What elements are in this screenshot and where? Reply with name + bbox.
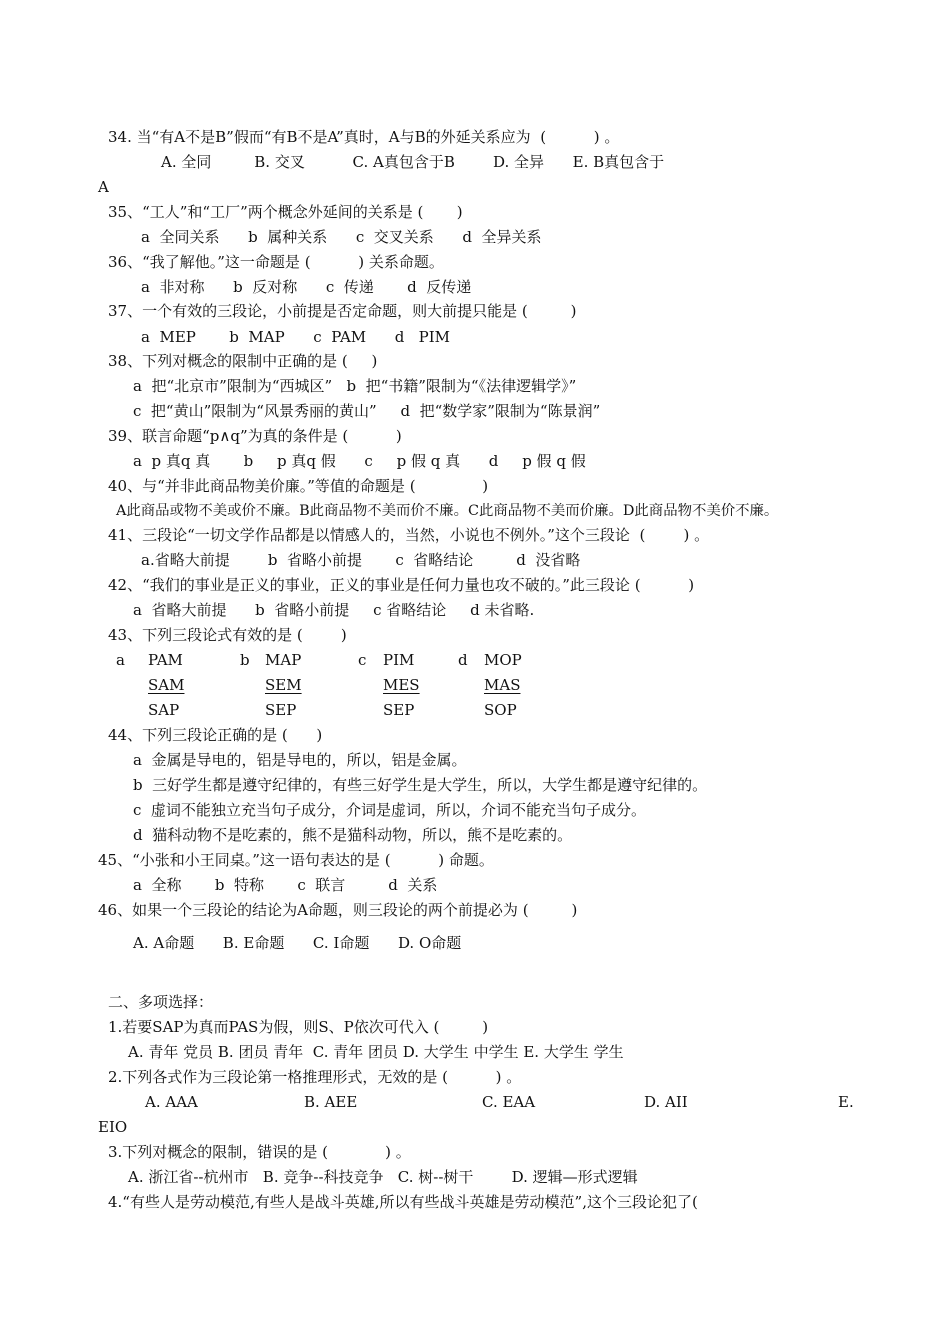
question-35-options: a 全同关系 b 属种关系 c 交叉关系 d 全异关系: [141, 228, 542, 246]
q43-major-premise: PIM: [383, 651, 415, 669]
q43-option-label: a: [116, 651, 125, 669]
q43-major-premise: MAP: [265, 651, 302, 669]
q43-minor-premise: MES: [383, 676, 420, 694]
question-44-option-d: d 猫科动物不是吃素的，熊不是猫科动物，所以，熊不是吃素的。: [133, 826, 573, 844]
q43-conclusion: SAP: [148, 701, 180, 719]
q43-option-label: b: [240, 651, 250, 669]
mc-question-4: 4.“有些人是劳动模范,有些人是战斗英雄,所以有些战斗英雄是劳动模范”,这个三段论犯了(: [108, 1193, 698, 1211]
question-37: 37、一个有效的三段论，小前提是否定命题，则大前提只能是 ( ): [108, 302, 577, 320]
question-42-options: a 省略大前提 b 省略小前提 c 省略结论 d 未省略.: [133, 601, 535, 619]
question-34: 34. 当“有A不是B”假而“有B不是A”真时，A与B的外延关系应为 ( ) 。: [108, 128, 620, 146]
question-41-options: a.省略大前提 b 省略小前提 c 省略结论 d 没省略: [141, 551, 581, 569]
q43-conclusion: SEP: [265, 701, 297, 719]
question-42: 42、“我们的事业是正义的事业，正义的事业是任何力量也攻不破的。”此三段论 ( ): [108, 576, 695, 594]
question-39-options: a p 真q 真 b p 真q 假 c p 假 q 真 d p 假 q 假: [133, 452, 586, 470]
q43-minor-premise: MAS: [484, 676, 521, 694]
mc-question-2-option: E.: [838, 1093, 854, 1111]
q43-major-premise: PAM: [148, 651, 183, 669]
question-34-options-wrap: A: [98, 178, 109, 196]
mc-question-3-options: A. 浙江省--杭州市 B. 竞争--科技竞争 C. 树--树干 D. 逻辑—形式逻辑: [128, 1168, 638, 1186]
q43-minor-premise: SAM: [148, 676, 185, 694]
question-44-option-c: c 虚词不能独立充当句子成分，介词是虚词，所以，介词不能充当句子成分。: [133, 801, 646, 819]
mc-question-2-option: C. EAA: [482, 1093, 536, 1111]
question-45-options: a 全称 b 特称 c 联言 d 关系: [133, 876, 438, 894]
section-heading-multiple-choice: 二、多项选择：: [108, 993, 214, 1011]
question-39: 39、联言命题“p∧q”为真的条件是 ( ): [108, 427, 402, 445]
question-35: 35、“工人”和“工厂”两个概念外延间的关系是 ( ): [108, 203, 463, 221]
question-41: 41、三段论“一切文学作品都是以情感人的，当然，小说也不例外。”这个三段论 ( ) 。: [108, 526, 710, 544]
mc-question-2-options-wrap: EIO: [98, 1118, 128, 1136]
mc-question-2-option: D. AII: [644, 1093, 688, 1111]
question-43: 43、下列三段论式有效的是 ( ): [108, 626, 347, 644]
question-37-options: a MEP b MAP c PAM d PIM: [141, 328, 451, 346]
question-46: 46、如果一个三段论的结论为A命题，则三段论的两个前提必为 ( ): [98, 901, 578, 919]
mc-question-1: 1.若要SAP为真而PAS为假，则S、P依次可代入 ( ): [108, 1018, 489, 1036]
mc-question-3: 3.下列对概念的限制，错误的是 ( ) 。: [108, 1143, 411, 1161]
question-44-option-a: a 金属是导电的，铝是导电的，所以，铝是金属。: [133, 751, 467, 769]
question-45: 45、“小张和小王同桌。”这一语句表达的是 ( ) 命题。: [98, 851, 494, 869]
question-38-options-cd: c 把“黄山”限制为“风景秀丽的黄山” d 把“数学家”限制为“陈景润”: [133, 402, 601, 420]
mc-question-2: 2.下列各式作为三段论第一格推理形式，无效的是 ( ) 。: [108, 1068, 522, 1086]
mc-question-1-options: A. 青年 党员 B. 团员 青年 C. 青年 团员 D. 大学生 中学生 E. 大学生 学生: [128, 1043, 624, 1061]
q43-major-premise: MOP: [484, 651, 522, 669]
question-44-option-b: b 三好学生都是遵守纪律的，有些三好学生是大学生，所以，大学生都是遵守纪律的。: [133, 776, 708, 794]
q43-minor-premise: SEM: [265, 676, 302, 694]
q43-option-label: d: [458, 651, 468, 669]
question-36-options: a 非对称 b 反对称 c 传递 d 反传递: [141, 278, 472, 296]
question-38-options-ab: a 把“北京市”限制为“西城区” b 把“书籍”限制为“《法律逻辑学》”: [133, 377, 577, 395]
mc-question-2-option: A. AAA: [145, 1093, 198, 1111]
q43-option-label: c: [358, 651, 367, 669]
question-44: 44、下列三段论正确的是 ( ): [108, 726, 323, 744]
question-38: 38、下列对概念的限制中正确的是 ( ): [108, 352, 378, 370]
q43-conclusion: SEP: [383, 701, 415, 719]
question-36: 36、“我了解他。”这一命题是 ( ) 关系命题。: [108, 253, 444, 271]
q43-conclusion: SOP: [484, 701, 517, 719]
mc-question-2-option: B. AEE: [304, 1093, 358, 1111]
question-40-options: A此商品或物不美或价不廉。B此商品物不美而价不廉。C此商品物不美而价廉。D此商品物不美价不廉。: [116, 503, 779, 519]
question-40: 40、与“并非此商品物美价廉。”等值的命题是 ( ): [108, 477, 489, 495]
question-46-options: A. A命题 B. E命题 C. I命题 D. O命题: [133, 934, 462, 952]
question-34-options: A. 全同 B. 交叉 C. A真包含于B D. 全异 E. B真包含于: [161, 153, 665, 171]
